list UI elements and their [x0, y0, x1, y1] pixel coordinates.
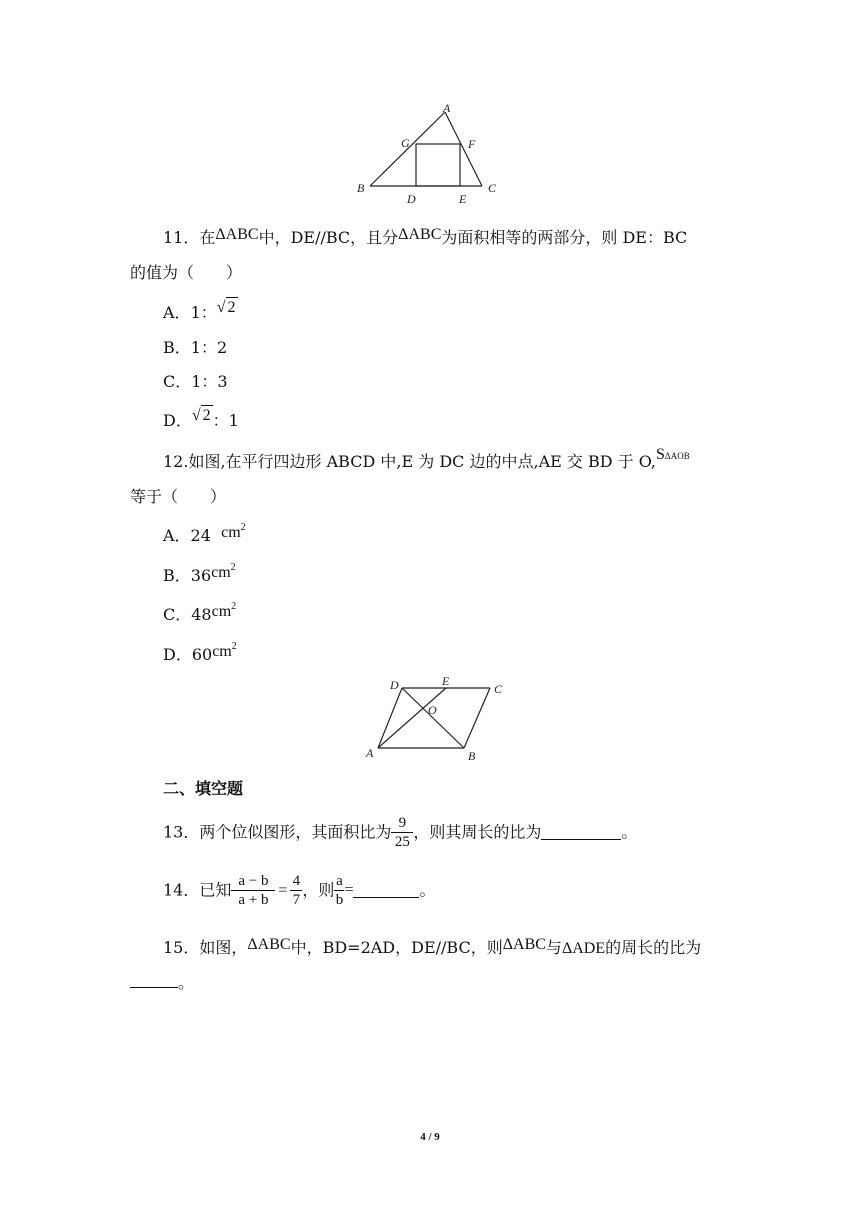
unit-sup: 2 [240, 522, 246, 533]
label-o: O [428, 703, 437, 717]
q14-f1-num: a − b [238, 873, 269, 889]
q14-text-c: 。 [419, 880, 436, 900]
figure-parallelogram [358, 672, 518, 764]
q13-text-b: ，则其周长的比为 [413, 822, 542, 842]
q15-text-d: 的周长的比为 [605, 938, 702, 957]
q15-text-a: 如图， [199, 938, 248, 957]
question-14 [163, 872, 435, 909]
label-c: C [494, 682, 503, 696]
label-a: A [366, 746, 374, 760]
q11-option-a-label: A． [163, 303, 191, 322]
sqrt-icon: √ 2 [216, 299, 236, 316]
q14-fraction-3 [334, 872, 344, 909]
q15-triangle-2: ΔABC [502, 936, 546, 953]
q12-option-c[interactable] [163, 601, 237, 628]
figure-triangle-square [350, 100, 510, 208]
q12-option-b-unit [211, 564, 236, 581]
q13-frac-den: 25 [394, 834, 410, 850]
q12-option-c-unit [212, 603, 237, 620]
question-13 [163, 814, 637, 851]
q12-option-b[interactable] [163, 562, 236, 589]
q11-option-c[interactable]: C．1：3 [163, 372, 228, 391]
q11-option-a-radicand: 2 [227, 299, 236, 316]
q14-text-b: ，则 [302, 880, 335, 900]
q12-option-a-unit [221, 524, 246, 541]
label-f: F [468, 137, 476, 151]
section-title: 二、填空题 [163, 779, 244, 798]
q12-option-a-label: A．24 [163, 526, 211, 545]
q11-line2: 的值为（ ） [130, 263, 243, 282]
unit-text: cm [211, 564, 231, 581]
q11-option-d-label: D． [163, 411, 192, 430]
question-12 [163, 446, 690, 474]
q14-f3-den: b [335, 892, 344, 908]
label-e: E [442, 674, 450, 688]
q13-number: 13． [163, 822, 200, 842]
unit-sup: 2 [231, 641, 237, 652]
q11-option-d-post: ：1 [212, 411, 239, 430]
q14-answer-blank[interactable] [353, 883, 419, 898]
q11-option-a[interactable] [163, 299, 238, 324]
q11-option-a-pre: 1： [190, 303, 217, 322]
q14-equals: = [278, 881, 288, 899]
square-gfed [416, 144, 460, 186]
q15-answer-blank[interactable] [130, 973, 178, 988]
side-ad [378, 688, 402, 748]
q14-f2-num: 4 [292, 873, 301, 889]
q12-option-d-label: D．60 [163, 645, 213, 664]
label-a: A [443, 101, 451, 115]
q11-triangle-1: ΔABC [215, 226, 259, 243]
q15-triangle-3: ΔADE [561, 940, 606, 957]
q14-f3-num: a [336, 873, 343, 889]
label-e: E [459, 192, 467, 206]
q11-option-b[interactable]: B．1：2 [163, 338, 228, 357]
q15-number: 15． [163, 938, 200, 957]
q12-area-symbol [656, 446, 690, 463]
q12-option-a[interactable] [163, 522, 246, 549]
q15-text-b: 中，BD=2AD，DE//BC，则 [290, 938, 503, 957]
q15-triangle-1: ΔABC [247, 936, 291, 953]
label-g: G [401, 136, 410, 150]
q12-text: 如图,在平行四边形 ABCD 中,E 为 DC 边的中点,AE 交 BD 于 O, [188, 452, 657, 471]
q11-number: 11． [163, 228, 200, 247]
unit-text: cm [221, 524, 241, 541]
unit-text: cm [212, 643, 232, 660]
q14-fraction-1 [231, 872, 275, 909]
sqrt-icon: √ 2 [191, 407, 211, 424]
q12-s-sub: ΔAOB [664, 451, 690, 461]
q12-s-main: S [656, 446, 665, 463]
q12-line2: 等于（ ） [130, 487, 227, 506]
q12-option-d[interactable] [163, 641, 237, 668]
q14-number: 14． [163, 880, 200, 900]
q14-f2-den: 7 [292, 892, 301, 908]
q13-fraction [391, 814, 413, 851]
q11-text-a: 在 [199, 228, 216, 247]
unit-sup: 2 [230, 562, 236, 573]
question-15 [163, 938, 701, 959]
q14-text-a: 已知 [199, 880, 232, 900]
question-11 [163, 228, 687, 249]
label-c: C [488, 181, 497, 195]
q15-line2 [130, 973, 194, 993]
side-ac [445, 112, 482, 186]
unit-sup: 2 [231, 601, 237, 612]
q12-option-c-label: C．48 [163, 605, 212, 624]
q11-option-d[interactable] [163, 407, 239, 432]
q13-answer-blank[interactable] [541, 825, 621, 840]
q14-equals-2: = [344, 881, 354, 899]
q14-fraction-2 [290, 872, 302, 909]
label-b: B [357, 181, 365, 195]
q13-frac-num: 9 [398, 815, 407, 831]
label-d: D [407, 192, 416, 206]
unit-text: cm [211, 603, 232, 620]
q12-number: 12. [163, 452, 189, 471]
q15-text-c: 与 [545, 938, 562, 957]
q11-text-c: 为面积相等的两部分，则 DE：BC [441, 228, 688, 247]
q13-text-c: 。 [621, 822, 638, 842]
q11-triangle-2: ΔABC [398, 226, 442, 243]
side-cb [464, 688, 490, 748]
q11-text-b: 中，DE//BC，且分 [258, 228, 399, 247]
page-number: 4 / 9 [420, 1131, 440, 1143]
q15-text-e: 。 [178, 973, 195, 992]
q12-option-d-unit [212, 643, 237, 660]
label-b: B [468, 749, 476, 763]
q14-f1-den: a + b [238, 892, 269, 908]
q13-text-a: 两个位似图形，其面积比为 [199, 822, 392, 842]
label-d: D [390, 678, 399, 692]
q12-option-b-label: B．36 [163, 566, 212, 585]
q11-option-d-radicand: 2 [202, 407, 211, 424]
